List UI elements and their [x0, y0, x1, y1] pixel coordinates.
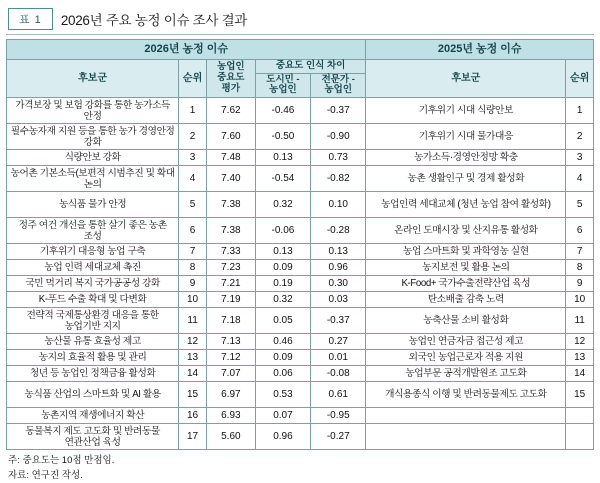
- cell-gap-citizen: 0.96: [255, 424, 310, 450]
- cell-candidate-2026: 정주 여건 개선을 통한 살기 좋은 농촌 조성: [7, 218, 179, 244]
- cell-rank-2026: 12: [179, 334, 207, 350]
- table-row: [7, 382, 594, 408]
- cell-rank-2025: 15: [566, 382, 594, 408]
- col-candidate-2026: 후보군: [7, 59, 179, 98]
- cell-candidate-2026: 청년 등 농업인 정책금융 활성화: [7, 366, 179, 382]
- cell-rank-2026: 17: [179, 424, 207, 450]
- cell-gap-expert: -0.27: [311, 424, 366, 450]
- cell-rank-2025: 11: [566, 308, 594, 334]
- cell-importance: 7.21: [206, 276, 255, 292]
- cell-gap-citizen: 0.19: [255, 276, 310, 292]
- cell-rank-2025: 1: [566, 98, 594, 124]
- cell-importance: 7.19: [206, 292, 255, 308]
- cell-rank-2025: 14: [566, 366, 594, 382]
- table-notes: [6, 454, 594, 483]
- cell-gap-expert: 0.96: [311, 260, 366, 276]
- cell-gap-expert: -0.08: [311, 366, 366, 382]
- cell-rank-2026: 13: [179, 350, 207, 366]
- cell-candidate-2026: 농촌지역 재생에너지 확산: [7, 408, 179, 424]
- cell-candidate-2026: 농어촌 기본소득(보편적 시범추진 및 확대 논의: [7, 166, 179, 192]
- cell-rank-2025: 8: [566, 260, 594, 276]
- table-caption: [6, 6, 594, 35]
- cell-gap-expert: 0.61: [311, 382, 366, 408]
- cell-candidate-2026: 국민 먹거리 복지 국가공공성 강화: [7, 276, 179, 292]
- cell-rank-2025: 12: [566, 334, 594, 350]
- table-row: [7, 218, 594, 244]
- cell-candidate-2026: 농산물 유통 효율성 제고: [7, 334, 179, 350]
- cell-rank-2025: 3: [566, 150, 594, 166]
- cell-candidate-2025: 외국인 농업근로자 적용 지원: [366, 350, 566, 366]
- cell-candidate-2025: 농촌 생활인구 및 경제 활성화: [366, 166, 566, 192]
- cell-candidate-2025: 농업인 연금자금 접근성 제고: [366, 334, 566, 350]
- cell-gap-citizen: -0.54: [255, 166, 310, 192]
- cell-rank-2025: 4: [566, 166, 594, 192]
- cell-rank-2025: 9: [566, 276, 594, 292]
- cell-gap-expert: 0.27: [311, 334, 366, 350]
- note-line-2: 자료: 연구진 작성.: [8, 469, 83, 481]
- cell-rank-2026: 11: [179, 308, 207, 334]
- cell-rank-2025: 5: [566, 192, 594, 218]
- cell-gap-expert: -0.28: [311, 218, 366, 244]
- col-gap-group: 중요도 인식 차이: [255, 59, 366, 73]
- cell-gap-citizen: 0.13: [255, 150, 310, 166]
- cell-rank-2026: 14: [179, 366, 207, 382]
- table-group-header-row: [7, 40, 594, 60]
- table-row: [7, 124, 594, 150]
- table-number-badge: 표 1: [8, 8, 53, 30]
- cell-gap-citizen: 0.09: [255, 350, 310, 366]
- col-rank-2026: 순위: [179, 59, 207, 98]
- cell-gap-expert: 0.73: [311, 150, 366, 166]
- cell-gap-citizen: -0.50: [255, 124, 310, 150]
- cell-rank-2025: 6: [566, 218, 594, 244]
- cell-candidate-2025: 농가소득·경영안정망 확충: [366, 150, 566, 166]
- cell-candidate-2025: 온라인 도매시장 및 산지유통 활성화: [366, 218, 566, 244]
- table-row: [7, 260, 594, 276]
- cell-candidate-2025: 기후위기 시대 물가대응: [366, 124, 566, 150]
- cell-candidate-2025: 탄소배출 감축 노력: [366, 292, 566, 308]
- cell-importance: 5.60: [206, 424, 255, 450]
- table-head: [7, 40, 594, 98]
- cell-gap-citizen: 0.06: [255, 366, 310, 382]
- cell-importance: 7.13: [206, 334, 255, 350]
- table-row: [7, 334, 594, 350]
- table-row: [7, 292, 594, 308]
- cell-importance: 7.38: [206, 192, 255, 218]
- col-importance-2026: 농업인 중요도 평가: [206, 59, 255, 98]
- cell-gap-citizen: 0.09: [255, 260, 310, 276]
- cell-candidate-2025: 농업인력 세대교체 (청년 농업 참여 활성화): [366, 192, 566, 218]
- table-row: [7, 308, 594, 334]
- cell-rank-2025: 2: [566, 124, 594, 150]
- cell-candidate-2026: 농식품 물가 안정: [7, 192, 179, 218]
- col-gap-citizen: 도시민 -농업인: [255, 73, 310, 98]
- cell-candidate-2026: 농지의 효율적 활용 및 관리: [7, 350, 179, 366]
- cell-rank-2026: 6: [179, 218, 207, 244]
- cell-gap-citizen: 0.32: [255, 292, 310, 308]
- cell-candidate-2025: 농지보전 및 활용 논의: [366, 260, 566, 276]
- cell-rank-2026: 15: [179, 382, 207, 408]
- cell-importance: 7.33: [206, 244, 255, 260]
- table-row: [7, 350, 594, 366]
- table-row: [7, 98, 594, 124]
- cell-rank-2026: 5: [179, 192, 207, 218]
- col-candidate-2025: 후보군: [366, 59, 566, 98]
- cell-gap-citizen: 0.13: [255, 244, 310, 260]
- cell-gap-expert: -0.95: [311, 408, 366, 424]
- table-row: [7, 408, 594, 424]
- cell-importance: 7.48: [206, 150, 255, 166]
- cell-candidate-2026: 전략적 국제통상환경 대응을 통한 농업기반 지지: [7, 308, 179, 334]
- col-gap-expert: 전문가 -농업인: [311, 73, 366, 98]
- table-row: [7, 424, 594, 450]
- cell-rank-2026: 2: [179, 124, 207, 150]
- cell-importance: 7.38: [206, 218, 255, 244]
- cell-rank-2025: [566, 424, 594, 450]
- table-row: [7, 166, 594, 192]
- cell-rank-2026: 7: [179, 244, 207, 260]
- cell-candidate-2026: 농업 인력 세대교체 촉진: [7, 260, 179, 276]
- cell-gap-expert: 0.30: [311, 276, 366, 292]
- cell-gap-expert: 0.10: [311, 192, 366, 218]
- cell-candidate-2025: 기후위기 시대 식량안보: [366, 98, 566, 124]
- cell-candidate-2025: 개식용종식 이행 및 반려동물제도 고도화: [366, 382, 566, 408]
- cell-candidate-2025: K-Food+ 국가수출전략산업 육성: [366, 276, 566, 292]
- cell-candidate-2025: 농업 스마트화 및 과학영농 실현: [366, 244, 566, 260]
- cell-gap-citizen: 0.53: [255, 382, 310, 408]
- cell-gap-expert: -0.37: [311, 308, 366, 334]
- table-body: [7, 98, 594, 450]
- table-row: [7, 150, 594, 166]
- cell-candidate-2026: 필수농자재 지원 등을 통한 농가 경영안정 강화: [7, 124, 179, 150]
- cell-candidate-2025: 농축산물 소비 활성화: [366, 308, 566, 334]
- cell-candidate-2026: 가격보장 및 보험 강화를 통한 농가소득 안정: [7, 98, 179, 124]
- cell-candidate-2026: 동물복지 제도 고도화 및 반려동물 연관산업 육성: [7, 424, 179, 450]
- cell-gap-citizen: 0.32: [255, 192, 310, 218]
- cell-importance: 7.23: [206, 260, 255, 276]
- cell-rank-2025: [566, 408, 594, 424]
- cell-candidate-2026: K-푸드 수출 확대 및 다변화: [7, 292, 179, 308]
- cell-rank-2026: 3: [179, 150, 207, 166]
- group-header-2026: 2026년 농정 이슈: [7, 40, 366, 60]
- cell-gap-expert: -0.37: [311, 98, 366, 124]
- cell-gap-citizen: 0.46: [255, 334, 310, 350]
- cell-candidate-2026: 기후위기 대응형 농업 구축: [7, 244, 179, 260]
- cell-rank-2026: 10: [179, 292, 207, 308]
- col-rank-2025: 순위: [566, 59, 594, 98]
- cell-gap-expert: -0.90: [311, 124, 366, 150]
- table-title: 2026년 주요 농정 이슈 조사 결과: [60, 13, 248, 28]
- cell-importance: 7.60: [206, 124, 255, 150]
- table-subgroup-header-row: [7, 59, 594, 73]
- table-row: [7, 192, 594, 218]
- cell-gap-expert: -0.82: [311, 166, 366, 192]
- cell-importance: 7.62: [206, 98, 255, 124]
- cell-candidate-2026: 농식품 산업의 스마트화 및 AI 활용: [7, 382, 179, 408]
- cell-gap-expert: 0.01: [311, 350, 366, 366]
- group-header-2025: 2025년 농정 이슈: [366, 40, 594, 60]
- table-row: [7, 276, 594, 292]
- cell-gap-citizen: 0.07: [255, 408, 310, 424]
- cell-importance: 7.07: [206, 366, 255, 382]
- cell-importance: 7.18: [206, 308, 255, 334]
- cell-candidate-2025: 농업부문 공적개발원조 고도화: [366, 366, 566, 382]
- cell-importance: 6.97: [206, 382, 255, 408]
- cell-candidate-2025: [366, 424, 566, 450]
- cell-rank-2026: 4: [179, 166, 207, 192]
- cell-candidate-2025: [366, 408, 566, 424]
- cell-rank-2025: 10: [566, 292, 594, 308]
- cell-gap-expert: 0.03: [311, 292, 366, 308]
- cell-importance: 6.93: [206, 408, 255, 424]
- agricultural-issues-table: [6, 39, 594, 450]
- table-row: [7, 366, 594, 382]
- table-row: [7, 244, 594, 260]
- cell-importance: 7.40: [206, 166, 255, 192]
- note-line-1: 주: 중요도는 10점 만점임.: [8, 455, 115, 467]
- cell-importance: 7.12: [206, 350, 255, 366]
- cell-gap-citizen: -0.46: [255, 98, 310, 124]
- cell-gap-citizen: -0.06: [255, 218, 310, 244]
- cell-gap-citizen: 0.05: [255, 308, 310, 334]
- cell-rank-2026: 1: [179, 98, 207, 124]
- cell-rank-2026: 16: [179, 408, 207, 424]
- cell-gap-expert: 0.13: [311, 244, 366, 260]
- cell-rank-2025: 7: [566, 244, 594, 260]
- cell-candidate-2026: 식량안보 강화: [7, 150, 179, 166]
- cell-rank-2026: 8: [179, 260, 207, 276]
- cell-rank-2025: 13: [566, 350, 594, 366]
- cell-rank-2026: 9: [179, 276, 207, 292]
